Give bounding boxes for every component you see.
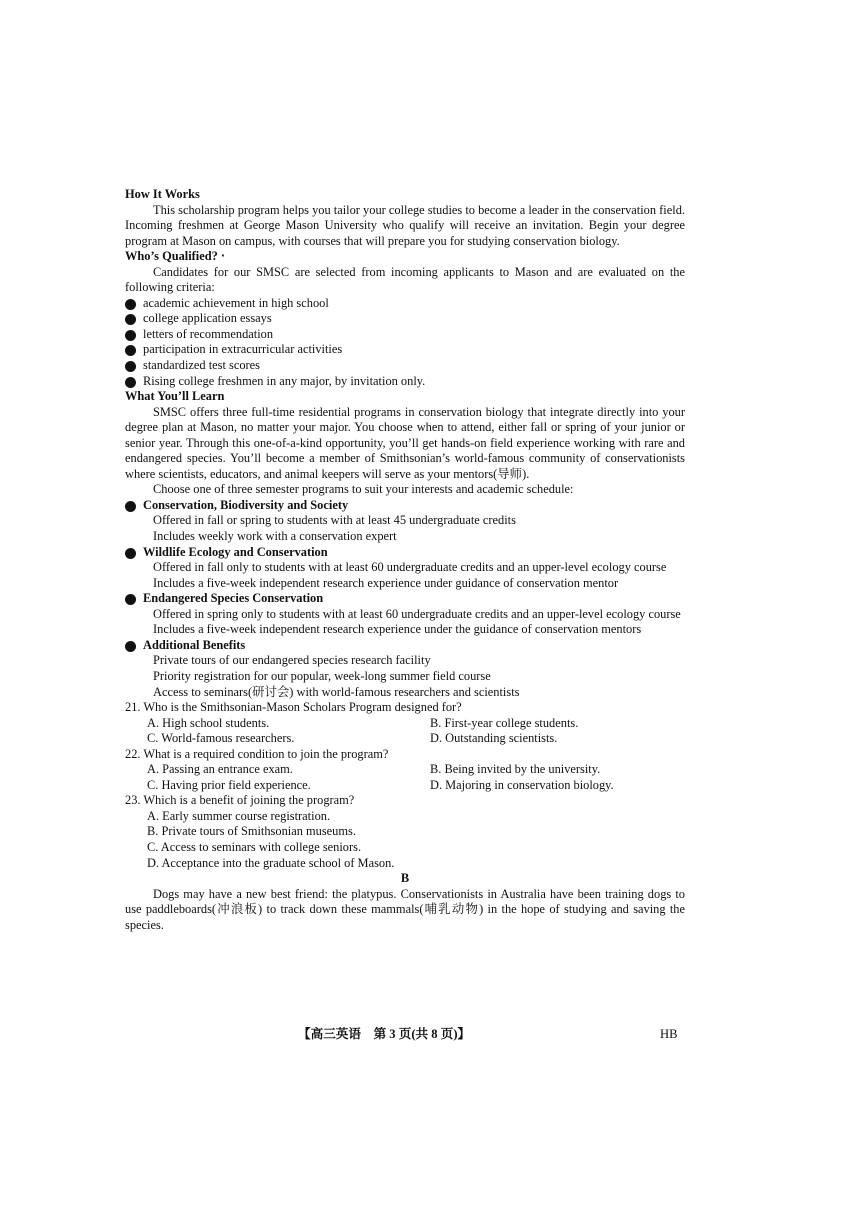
passage-a (125, 187, 685, 933)
question-stem: 23. Which is a benefit of joining the program? (125, 793, 355, 808)
program-line: Includes a five-week independent research experience under the guidance of conservation mentors (153, 622, 642, 637)
option: B. First-year college students. (430, 715, 579, 730)
program-title: Conservation, Biodiversity and Society (125, 498, 685, 514)
option-row (125, 778, 685, 794)
option: D. Majoring in conservation biology. (430, 777, 614, 792)
program-line: Private tours of our endangered species research facility (153, 653, 431, 668)
paragraph-qualified: Candidates for our SMSC are selected from incoming applicants to Mason and are evaluated on the following criteria: (125, 264, 685, 295)
option-row (125, 762, 685, 778)
criteria-item: participation in extracurricular activities (125, 342, 685, 358)
heading-how-it-works: How It Works (125, 187, 200, 201)
option: C. Access to seminars with college seniors. (147, 839, 362, 854)
criteria-item: Rising college freshmen in any major, by invitation only. (125, 374, 685, 390)
heading-what-youll-learn: What You’ll Learn (125, 389, 225, 404)
option: B. Private tours of Smithsonian museums. (147, 824, 356, 839)
heading-whos-qualified: Who’s Qualified? ‧ (125, 249, 225, 264)
criteria-item: letters of recommendation (125, 327, 685, 343)
program-title: Additional Benefits (125, 638, 685, 654)
program-line: Offered in fall only to students with at least 60 undergraduate credits and an upper-level ecology course (153, 560, 667, 575)
option: C. Having prior field experience. (147, 777, 311, 792)
program-title: Endangered Species Conservation (125, 591, 685, 607)
question-stem: 22. What is a required condition to join the program? (125, 746, 389, 761)
option: A. High school students. (147, 715, 270, 730)
program-line: Priority registration for our popular, week-long summer field course (153, 668, 491, 683)
program-line: Access to seminars(研讨会) with world-famous researchers and scientists (153, 684, 520, 699)
program-line: Offered in spring only to students with at least 60 undergraduate credits and an upper-level ecology course (153, 606, 681, 621)
criteria-item: college application essays (125, 311, 685, 327)
program-line: Offered in fall or spring to students with at least 45 undergraduate credits (153, 513, 516, 528)
criteria-item: standardized test scores (125, 358, 685, 374)
paragraph-choose: Choose one of three semester programs to suit your interests and academic schedule: (153, 482, 574, 497)
criteria-item: academic achievement in high school (125, 296, 685, 312)
option: B. Being invited by the university. (430, 762, 601, 777)
option-row (125, 731, 685, 747)
option: A. Early summer course registration. (147, 808, 331, 823)
option: A. Passing an entrance exam. (147, 762, 293, 777)
option: C. World-famous researchers. (147, 731, 295, 746)
question-stem: 21. Who is the Smithsonian-Mason Scholars Program designed for? (125, 700, 462, 715)
option: D. Acceptance into the graduate school of Mason. (147, 855, 395, 870)
option: D. Outstanding scientists. (430, 731, 558, 746)
option-row (125, 716, 685, 732)
footer-code: HB (660, 1027, 678, 1041)
paragraph-how-it-works: This scholarship program helps you tailor your college studies to become a leader in the conservation field. Incoming freshmen at George Mason University who qualify will receive an invitation. Begin your degree program at Mason on campus, with courses that will prepare you for studying conservation biology. (125, 202, 685, 248)
paragraph-learn: SMSC offers three full-time residential programs in conservation biology that integrate directly into your degree plan at Mason, no matter your major. You choose when to attend, either fall or spring of your junior or senior year. Through this one-of-a-kind opportunity, you’ll get hands-on field experience working with rare and endangered species. You’ll become a member of Smithsonian’s world-famous community of conservationists where scientists, educators, and animal keepers will serve as your mentors(导师). (125, 404, 685, 481)
paragraph-section-b: Dogs may have a new best friend: the platypus. Conservationists in Australia have been training dogs to use paddleboards(冲浪板) to track down these mammals(哺乳动物) in the hope of studying and saving the species. (125, 886, 685, 932)
program-line: Includes a five-week independent research experience under guidance of conservation mentor (153, 575, 619, 590)
program-title: Wildlife Ecology and Conservation (125, 545, 685, 561)
section-b-label: B (400, 871, 410, 886)
footer-page-info: 【高三英语 第 3 页(共 8 页)】 (298, 1027, 471, 1041)
program-line: Includes weekly work with a conservation expert (153, 529, 397, 544)
